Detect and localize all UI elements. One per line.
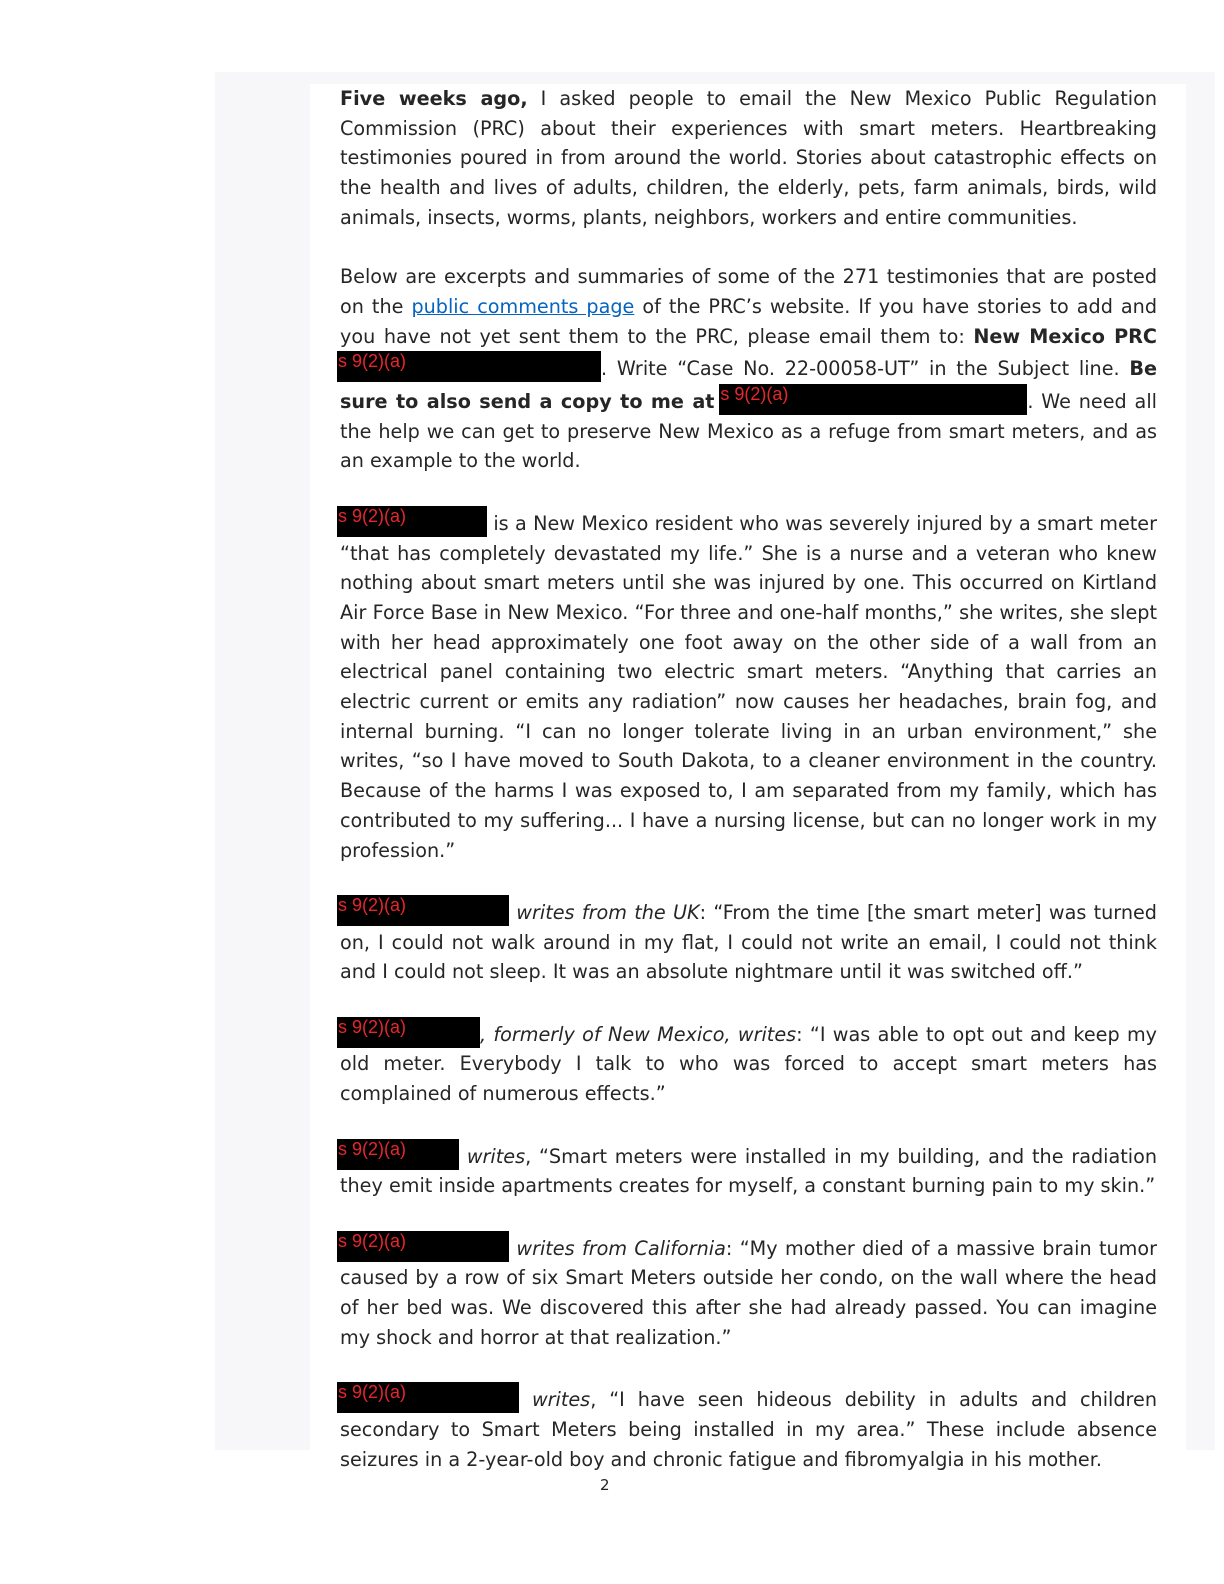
instructions-text-3: . Write “Case No. 22-00058-UT” in the Subject line.	[601, 357, 1130, 381]
page-shade-left	[215, 72, 310, 1450]
testimony-1	[340, 506, 1157, 865]
document-body	[340, 84, 1157, 1504]
redaction-label: s 9(2)(a)	[338, 894, 407, 915]
redaction-box	[337, 1017, 480, 1048]
instructions-text-4: . We need all the help we can get to preserve New Mexico as a refuge from smart meters, and as an example to the world.	[340, 390, 1157, 473]
testimony-attribution: writes from California	[516, 1236, 726, 1260]
redaction-label: s 9(2)(a)	[338, 1016, 407, 1037]
testimony-text: : “My mother died of a massive brain tumor caused by a row of six Smart Meters outside her condo, on the wall where the head of her bed was. We discovered this after she had already passed. You can imagine my shock and horror at that realization.”	[340, 1236, 1157, 1349]
copy-to-me: Be sure to also send a copy to me at	[340, 357, 1157, 414]
instructions-text-1: Below are excerpts and summaries of some of the 271 testimonies that are posted on the	[340, 265, 1157, 318]
instructions-text-2: of the PRC’s website. If you have stories to add and you have not yet sent them to the PRC, please email them to:	[340, 294, 1157, 348]
testimony-text: , “Smart meters were installed in my building, and the radiation they emit inside apartments creates for myself, a constant burning pain to my skin.”	[340, 1144, 1157, 1198]
redaction-box	[337, 1139, 459, 1170]
redaction-label: s 9(2)(a)	[338, 1382, 407, 1403]
testimony-attribution: writes	[531, 1388, 591, 1412]
testimony-2	[340, 895, 1157, 987]
testimony-text: is a New Mexico resident who was severely injured by a smart meter “that has completely devastated my life.” She is a nurse and a veteran who knew nothing about smart meters until she was injured by one. This occurred on Kirtland Air Force Base in New Mexico. “For three and one-half months,” she writes, she slept with her head approximately one foot away on the other side of a wall from an electrical panel containing two electric smart meters. “Anything that carries an electric current or emits any radiation” now causes her headaches, brain fog, and internal burning. “I can no longer tolerate living in an urban environment,” she writes, “so I have moved to South Dakota, to a cleaner environment in the country. Because of the harms I was exposed to, I am separated from my family, which has contributed to my suffering... I have a nursing license, but can no longer work in my profession.”	[340, 511, 1157, 862]
page-number: 2	[600, 1476, 610, 1494]
intro-text: I asked people to email the New Mexico Public Regulation Commission (PRC) about their experiences with smart meters. Heartbreaking testimonies poured in from around the world. Stories about catastrophic effects on the health and lives of adults, children, the elderly, pets, farm animals, birds, wild animals, insects, worms, plants, neighbors, workers and entire communities.	[340, 87, 1157, 229]
prc-name: New Mexico PRC	[973, 324, 1157, 348]
page-shade-top	[215, 72, 1215, 84]
intro-lead: Five weeks ago,	[340, 87, 528, 110]
testimony-text: , “I have seen hideous debility in adults and children secondary to Smart Meters being installed in my area.” These include absence seizures in a 2-year-old boy and chronic fatigue and fibromyalgia in his mother.	[340, 1388, 1157, 1471]
testimony-attribution: , formerly of New Mexico, writes	[480, 1022, 797, 1046]
redaction-label: s 9(2)(a)	[338, 351, 407, 372]
redaction-label: s 9(2)(a)	[338, 1230, 407, 1251]
redaction-box	[337, 1231, 509, 1262]
redaction-label: s 9(2)(a)	[338, 1138, 407, 1159]
testimony-text: : “From the time [the smart meter] was turned on, I could not walk around in my flat, I could not write an email, I could not think and I could not sleep. It was an absolute nightmare until it was switched off.”	[340, 900, 1157, 984]
redaction-box	[337, 506, 487, 537]
redaction-box	[337, 895, 509, 926]
testimony-4	[340, 1139, 1157, 1201]
testimony-3	[340, 1017, 1157, 1109]
testimony-attribution: writes	[466, 1144, 526, 1168]
redaction-box	[337, 351, 601, 382]
redaction-box	[337, 1382, 519, 1413]
redaction-label: s 9(2)(a)	[338, 505, 407, 526]
redaction-box	[719, 384, 1027, 415]
paragraph-instructions	[340, 262, 1157, 476]
testimony-6	[340, 1382, 1157, 1474]
paragraph-intro	[340, 84, 1157, 233]
testimony-attribution: writes from the UK	[516, 900, 700, 924]
redaction-label: s 9(2)(a)	[720, 384, 789, 405]
public-comments-link[interactable]: public comments page	[411, 294, 635, 318]
testimony-5	[340, 1231, 1157, 1353]
testimony-text: : “I was able to opt out and keep my old meter. Everybody I talk to who was forced to accept smart meters has complained of numerous effects.”	[340, 1022, 1157, 1106]
page-shade-right	[1186, 84, 1215, 1450]
